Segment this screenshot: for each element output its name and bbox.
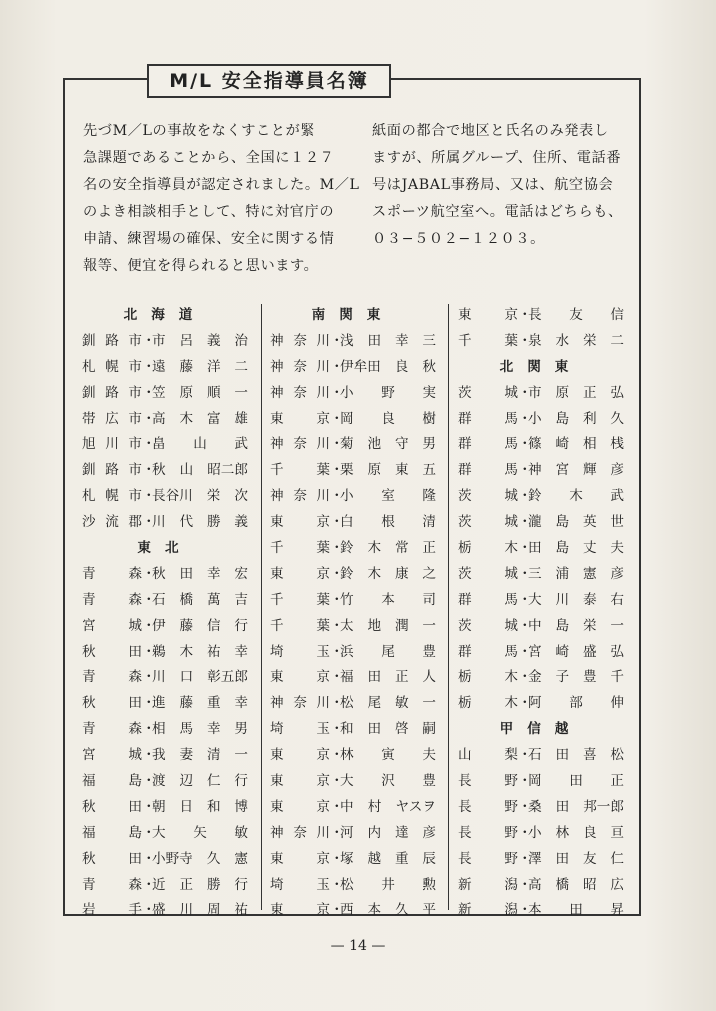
entry-name: 伊牟田 良 秋 bbox=[340, 358, 436, 375]
roster-entry: 神 奈 川 ・ 松 尾 敏 一 bbox=[270, 688, 436, 714]
entry-name: 岡 田 正 bbox=[528, 772, 624, 789]
roster-entry: 青 森 ・ 相 馬 幸 男 bbox=[82, 714, 248, 740]
entry-prefecture: 神 奈 川 bbox=[270, 358, 330, 375]
entry-prefecture: 札 幌 市 bbox=[82, 358, 142, 375]
intro-left-text bbox=[83, 118, 360, 280]
roster-entry: 福 島 ・ 渡 辺 仁 行 bbox=[82, 766, 248, 792]
roster-entry: 長 野 ・ 小 林 良 亘 bbox=[458, 818, 624, 844]
entry-prefecture: 東 京 bbox=[270, 798, 330, 815]
roster-entry: 群 馬 ・ 大 川 泰 右 bbox=[458, 585, 624, 611]
entry-prefecture: 宮 城 bbox=[82, 747, 142, 764]
roster-entry: 茨 城 ・ 三 浦 憲 彦 bbox=[458, 559, 624, 585]
roster-entry: 秋 田 ・ 朝 日 和 博 bbox=[82, 792, 248, 818]
entry-name: 瀧 島 英 世 bbox=[528, 514, 624, 531]
entry-prefecture: 秋 田 bbox=[82, 798, 142, 815]
entry-name: 浜 尾 豊 bbox=[340, 643, 436, 660]
entry-name: 三 浦 憲 彦 bbox=[528, 565, 624, 582]
entry-prefecture: 千 葉 bbox=[270, 462, 330, 479]
entry-prefecture: 釧 路 市 bbox=[82, 384, 142, 401]
roster-entry: 群 馬 ・ 篠 崎 相 桟 bbox=[458, 429, 624, 455]
entry-name: 浅 田 幸 三 bbox=[340, 332, 436, 349]
intro-line: 急課題であることから、全国に１２７ bbox=[83, 150, 335, 166]
roster-entry: 東 京 ・ 林 寅 夫 bbox=[270, 740, 436, 766]
entry-name: 長 友 信 bbox=[528, 306, 624, 323]
entry-name: 石 田 喜 松 bbox=[528, 747, 624, 764]
roster-entry: 山 梨 ・ 石 田 喜 松 bbox=[458, 740, 624, 766]
roster-entry: 埼 玉 ・ 松 井 勲 bbox=[270, 870, 436, 896]
entry-prefecture: 釧 路 市 bbox=[82, 332, 142, 349]
roster-entry: 福 島 ・ 大 矢 敏 bbox=[82, 818, 248, 844]
entry-name: 太 地 潤 一 bbox=[340, 617, 436, 634]
entry-name: 西 本 久 平 bbox=[340, 902, 436, 919]
entry-name: 鵜 木 祐 幸 bbox=[152, 643, 248, 660]
entry-prefecture: 秋 田 bbox=[82, 695, 142, 712]
entry-prefecture: 釧 路 市 bbox=[82, 462, 142, 479]
entry-name: 近 正 勝 行 bbox=[152, 876, 248, 893]
entry-name: 篠 崎 相 桟 bbox=[528, 436, 624, 453]
roster-entry: 青 森 ・ 石 橋 萬 吉 bbox=[82, 585, 248, 611]
entry-name: 宮 崎 盛 弘 bbox=[528, 643, 624, 660]
page-number: — 14 — bbox=[330, 938, 386, 954]
roster-entry: 神 奈 川 ・ 河 内 達 彦 bbox=[270, 818, 436, 844]
entry-prefecture: 長 野 bbox=[458, 772, 518, 789]
entry-name: 桑 田 邦一郎 bbox=[528, 798, 624, 815]
roster-entry: 埼 玉 ・ 浜 尾 豊 bbox=[270, 637, 436, 663]
roster-entry: 岩 手 ・ 盛 川 周 祐 bbox=[82, 895, 248, 921]
roster-column-1 bbox=[82, 300, 248, 921]
entry-prefecture: 秋 田 bbox=[82, 643, 142, 660]
entry-name: 畠 山 武 bbox=[152, 436, 248, 453]
entry-prefecture: 群 馬 bbox=[458, 436, 518, 453]
roster-column-3 bbox=[458, 300, 624, 921]
entry-name: 松 井 勲 bbox=[340, 876, 436, 893]
entry-name: 川 口 彰五郎 bbox=[152, 669, 248, 686]
entry-prefecture: 東 京 bbox=[270, 772, 330, 789]
entry-prefecture: 群 馬 bbox=[458, 643, 518, 660]
intro-line: 紙面の都合で地区と氏名のみ発表し bbox=[372, 123, 609, 139]
entry-name: 鈴 木 康 之 bbox=[340, 565, 436, 582]
roster-entry: 神 奈 川 ・ 浅 田 幸 三 bbox=[270, 326, 436, 352]
entry-name: 進 藤 重 幸 bbox=[152, 695, 248, 712]
entry-name: 中 村 ヤスヲ bbox=[340, 798, 436, 815]
intro-line: のよき相談相手として、特に対官庁の bbox=[83, 204, 335, 220]
entry-prefecture: 沙 流 郡 bbox=[82, 514, 142, 531]
intro-line: ますが、所属グループ、住所、電話番 bbox=[372, 150, 622, 166]
entry-name: 朝 日 和 博 bbox=[152, 798, 248, 815]
entry-prefecture: 東 京 bbox=[458, 306, 518, 323]
roster-entry: 千 葉 ・ 泉 水 栄 二 bbox=[458, 326, 624, 352]
entry-name: 石 橋 萬 吉 bbox=[152, 591, 248, 608]
entry-name: 伊 藤 信 行 bbox=[152, 617, 248, 634]
roster-entry: 東 京 ・ 大 沢 豊 bbox=[270, 766, 436, 792]
entry-name: 阿 部 伸 bbox=[528, 695, 624, 712]
entry-prefecture: 埼 玉 bbox=[270, 643, 330, 660]
roster-entry: 千 葉 ・ 鈴 木 常 正 bbox=[270, 533, 436, 559]
roster-entry: 釧 路 市 ・ 秋 山 昭二郎 bbox=[82, 455, 248, 481]
entry-prefecture: 秋 田 bbox=[82, 850, 142, 867]
region-heading: 北関東 bbox=[499, 358, 583, 375]
roster-entry: 釧 路 市 ・ 笠 原 順 一 bbox=[82, 378, 248, 404]
roster-entry: 秋 田 ・ 進 藤 重 幸 bbox=[82, 688, 248, 714]
entry-name: 鈴 木 武 bbox=[528, 488, 624, 505]
roster-entry: 東 京 ・ 塚 越 重 辰 bbox=[270, 844, 436, 870]
roster-entry: 神 奈 川 ・ 小 野 実 bbox=[270, 378, 436, 404]
roster-entry: 新 潟 ・ 本 田 昇 bbox=[458, 895, 624, 921]
roster-entry: 埼 玉 ・ 和 田 啓 嗣 bbox=[270, 714, 436, 740]
page-title: M/L 安全指導員名簿 bbox=[147, 64, 391, 98]
entry-prefecture: 群 馬 bbox=[458, 591, 518, 608]
intro-line: スポーツ航空室へ。電話はどちらも、 bbox=[372, 204, 623, 220]
roster-entry: 茨 城 ・ 瀧 島 英 世 bbox=[458, 507, 624, 533]
roster-entry: 青 森 ・ 川 口 彰五郎 bbox=[82, 662, 248, 688]
entry-prefecture: 茨 城 bbox=[458, 565, 518, 582]
entry-name: 高 木 富 雄 bbox=[152, 410, 248, 427]
entry-prefecture: 栃 木 bbox=[458, 695, 518, 712]
entry-prefecture: 福 島 bbox=[82, 772, 142, 789]
entry-prefecture: 東 京 bbox=[270, 747, 330, 764]
roster-entry: 青 森 ・ 秋 田 幸 宏 bbox=[82, 559, 248, 585]
entry-prefecture: 神 奈 川 bbox=[270, 436, 330, 453]
entry-prefecture: 青 森 bbox=[82, 876, 142, 893]
entry-prefecture: 栃 木 bbox=[458, 669, 518, 686]
intro-line: 申請、練習場の確保、安全に関する情 bbox=[83, 231, 335, 247]
entry-prefecture: 福 島 bbox=[82, 824, 142, 841]
entry-name: 林 寅 夫 bbox=[340, 747, 436, 764]
entry-prefecture: 東 京 bbox=[270, 565, 330, 582]
entry-prefecture: 茨 城 bbox=[458, 384, 518, 401]
roster-entry: 秋 田 ・ 鵜 木 祐 幸 bbox=[82, 637, 248, 663]
entry-prefecture: 岩 手 bbox=[82, 902, 142, 919]
roster-entry: 東 京 ・ 岡 良 樹 bbox=[270, 404, 436, 430]
intro-right-text bbox=[372, 118, 623, 253]
entry-name: 長谷川 栄 次 bbox=[152, 488, 248, 505]
entry-name: 高 橋 昭 広 bbox=[528, 876, 624, 893]
roster-entry: 旭 川 市 ・ 畠 山 武 bbox=[82, 429, 248, 455]
region-heading: 南関東 bbox=[311, 306, 395, 323]
roster-entry: 東 京 ・ 中 村 ヤスヲ bbox=[270, 792, 436, 818]
entry-prefecture: 神 奈 川 bbox=[270, 695, 330, 712]
entry-prefecture: 東 京 bbox=[270, 902, 330, 919]
entry-prefecture: 茨 城 bbox=[458, 514, 518, 531]
entry-prefecture: 埼 玉 bbox=[270, 721, 330, 738]
entry-prefecture: 新 潟 bbox=[458, 902, 518, 919]
entry-name: 栗 原 東 五 bbox=[340, 462, 436, 479]
entry-prefecture: 東 京 bbox=[270, 514, 330, 531]
region-heading: 東北 bbox=[137, 539, 193, 556]
entry-name: 泉 水 栄 二 bbox=[528, 332, 624, 349]
entry-name: 塚 越 重 辰 bbox=[340, 850, 436, 867]
entry-name: 小野寺 久 憲 bbox=[152, 850, 248, 867]
roster-entry: 神 奈 川 ・ 伊牟田 良 秋 bbox=[270, 352, 436, 378]
roster-entry: 釧 路 市 ・ 市 呂 義 治 bbox=[82, 326, 248, 352]
entry-name: 菊 池 守 男 bbox=[340, 436, 436, 453]
roster-entry: 東 京 ・ 福 田 正 人 bbox=[270, 662, 436, 688]
entry-name: 小 林 良 亘 bbox=[528, 824, 624, 841]
entry-name: 澤 田 友 仁 bbox=[528, 850, 624, 867]
entry-name: 秋 田 幸 宏 bbox=[152, 565, 248, 582]
entry-prefecture: 群 馬 bbox=[458, 462, 518, 479]
entry-prefecture: 千 葉 bbox=[270, 617, 330, 634]
entry-prefecture: 青 森 bbox=[82, 669, 142, 686]
entry-name: 和 田 啓 嗣 bbox=[340, 721, 436, 738]
roster-entry: 栃 木 ・ 金 子 豊 千 bbox=[458, 662, 624, 688]
roster-entry: 群 馬 ・ 神 宮 輝 彦 bbox=[458, 455, 624, 481]
entry-name: 本 田 昇 bbox=[528, 902, 624, 919]
roster-entry: 秋 田 ・ 小野寺 久 憲 bbox=[82, 844, 248, 870]
entry-name: 市 原 正 弘 bbox=[528, 384, 624, 401]
entry-prefecture: 青 森 bbox=[82, 565, 142, 582]
roster-column-2 bbox=[270, 300, 436, 921]
entry-name: 小 野 実 bbox=[340, 384, 436, 401]
entry-prefecture: 札 幌 市 bbox=[82, 488, 142, 505]
roster-entry: 宮 城 ・ 我 妻 清 一 bbox=[82, 740, 248, 766]
entry-prefecture: 埼 玉 bbox=[270, 876, 330, 893]
column-divider bbox=[261, 304, 262, 910]
entry-name: 我 妻 清 一 bbox=[152, 747, 248, 764]
entry-prefecture: 青 森 bbox=[82, 721, 142, 738]
entry-name: 笠 原 順 一 bbox=[152, 384, 248, 401]
roster-entry: 神 奈 川 ・ 小 室 隆 bbox=[270, 481, 436, 507]
entry-name: 市 呂 義 治 bbox=[152, 332, 248, 349]
roster-entry: 長 野 ・ 岡 田 正 bbox=[458, 766, 624, 792]
roster-entry: 東 京 ・ 西 本 久 平 bbox=[270, 895, 436, 921]
roster-entry: 東 京 ・ 鈴 木 康 之 bbox=[270, 559, 436, 585]
entry-name: 神 宮 輝 彦 bbox=[528, 462, 624, 479]
entry-prefecture: 宮 城 bbox=[82, 617, 142, 634]
entry-prefecture: 千 葉 bbox=[270, 591, 330, 608]
entry-name: 松 尾 敏 一 bbox=[340, 695, 436, 712]
entry-prefecture: 神 奈 川 bbox=[270, 384, 330, 401]
entry-prefecture: 東 京 bbox=[270, 410, 330, 427]
entry-prefecture: 東 京 bbox=[270, 669, 330, 686]
entry-prefecture: 帯 広 市 bbox=[82, 410, 142, 427]
entry-name: 盛 川 周 祐 bbox=[152, 902, 248, 919]
roster-entry: 長 野 ・ 桑 田 邦一郎 bbox=[458, 792, 624, 818]
entry-prefecture: 栃 木 bbox=[458, 539, 518, 556]
roster-entry: 宮 城 ・ 伊 藤 信 行 bbox=[82, 611, 248, 637]
roster-entry: 東 京 ・ 長 友 信 bbox=[458, 300, 624, 326]
entry-name: 金 子 豊 千 bbox=[528, 669, 624, 686]
entry-prefecture: 長 野 bbox=[458, 850, 518, 867]
roster-entry: 札 幌 市 ・ 長谷川 栄 次 bbox=[82, 481, 248, 507]
entry-name: 遠 藤 洋 二 bbox=[152, 358, 248, 375]
entry-name: 福 田 正 人 bbox=[340, 669, 436, 686]
entry-prefecture: 茨 城 bbox=[458, 488, 518, 505]
region-heading: 北海道 bbox=[123, 306, 207, 323]
entry-prefecture: 長 野 bbox=[458, 824, 518, 841]
entry-prefecture: 茨 城 bbox=[458, 617, 518, 634]
entry-prefecture: 東 京 bbox=[270, 850, 330, 867]
intro-line: 報等、便宜を得られると思います。 bbox=[83, 258, 319, 274]
intro-line: 名の安全指導員が認定されました。M／L bbox=[83, 177, 360, 193]
roster-entry: 群 馬 ・ 小 島 利 久 bbox=[458, 404, 624, 430]
roster-entry: 茨 城 ・ 中 島 栄 一 bbox=[458, 611, 624, 637]
roster-entry: 札 幌 市 ・ 遠 藤 洋 二 bbox=[82, 352, 248, 378]
entry-prefecture: 長 野 bbox=[458, 798, 518, 815]
entry-prefecture: 新 潟 bbox=[458, 876, 518, 893]
entry-name: 相 馬 幸 男 bbox=[152, 721, 248, 738]
entry-name: 川 代 勝 義 bbox=[152, 514, 248, 531]
roster-entry: 栃 木 ・ 阿 部 伸 bbox=[458, 688, 624, 714]
entry-name: 大 矢 敏 bbox=[152, 824, 248, 841]
entry-name: 中 島 栄 一 bbox=[528, 617, 624, 634]
roster-entry: 東 京 ・ 白 根 清 bbox=[270, 507, 436, 533]
entry-prefecture: 旭 川 市 bbox=[82, 436, 142, 453]
entry-prefecture: 青 森 bbox=[82, 591, 142, 608]
entry-prefecture: 千 葉 bbox=[270, 539, 330, 556]
roster-entry: 神 奈 川 ・ 菊 池 守 男 bbox=[270, 429, 436, 455]
entry-prefecture: 神 奈 川 bbox=[270, 488, 330, 505]
column-divider bbox=[448, 304, 449, 910]
entry-name: 河 内 達 彦 bbox=[340, 824, 436, 841]
entry-name: 渡 辺 仁 行 bbox=[152, 772, 248, 789]
roster-entry: 千 葉 ・ 太 地 潤 一 bbox=[270, 611, 436, 637]
roster-entry: 千 葉 ・ 竹 本 司 bbox=[270, 585, 436, 611]
intro-line: 先づM／Lの事故をなくすことが緊 bbox=[83, 123, 316, 139]
entry-name: 白 根 清 bbox=[340, 514, 436, 531]
entry-name: 大 川 泰 右 bbox=[528, 591, 624, 608]
intro-line: 号はJABAL事務局、又は、航空協会 bbox=[372, 177, 614, 193]
entry-name: 鈴 木 常 正 bbox=[340, 539, 436, 556]
entry-name: 小 島 利 久 bbox=[528, 410, 624, 427]
roster-entry: 茨 城 ・ 市 原 正 弘 bbox=[458, 378, 624, 404]
roster-entry: 帯 広 市 ・ 高 木 富 雄 bbox=[82, 404, 248, 430]
entry-prefecture: 神 奈 川 bbox=[270, 824, 330, 841]
roster-entry: 長 野 ・ 澤 田 友 仁 bbox=[458, 844, 624, 870]
entry-name: 竹 本 司 bbox=[340, 591, 436, 608]
intro-line: ０３−５０２−１２０３。 bbox=[372, 231, 545, 247]
roster-entry: 茨 城 ・ 鈴 木 武 bbox=[458, 481, 624, 507]
entry-name: 岡 良 樹 bbox=[340, 410, 436, 427]
entry-name: 田 島 丈 夫 bbox=[528, 539, 624, 556]
entry-prefecture: 群 馬 bbox=[458, 410, 518, 427]
roster-entry: 群 馬 ・ 宮 崎 盛 弘 bbox=[458, 637, 624, 663]
entry-name: 小 室 隆 bbox=[340, 488, 436, 505]
roster-entry: 青 森 ・ 近 正 勝 行 bbox=[82, 870, 248, 896]
entry-prefecture: 神 奈 川 bbox=[270, 332, 330, 349]
region-heading: 甲信越 bbox=[499, 721, 583, 738]
roster-entry: 沙 流 郡 ・ 川 代 勝 義 bbox=[82, 507, 248, 533]
roster-entry: 千 葉 ・ 栗 原 東 五 bbox=[270, 455, 436, 481]
roster-entry: 栃 木 ・ 田 島 丈 夫 bbox=[458, 533, 624, 559]
roster-entry: 新 潟 ・ 高 橋 昭 広 bbox=[458, 870, 624, 896]
entry-prefecture: 千 葉 bbox=[458, 332, 518, 349]
entry-name: 秋 山 昭二郎 bbox=[152, 462, 248, 479]
entry-name: 大 沢 豊 bbox=[340, 772, 436, 789]
entry-prefecture: 山 梨 bbox=[458, 747, 518, 764]
